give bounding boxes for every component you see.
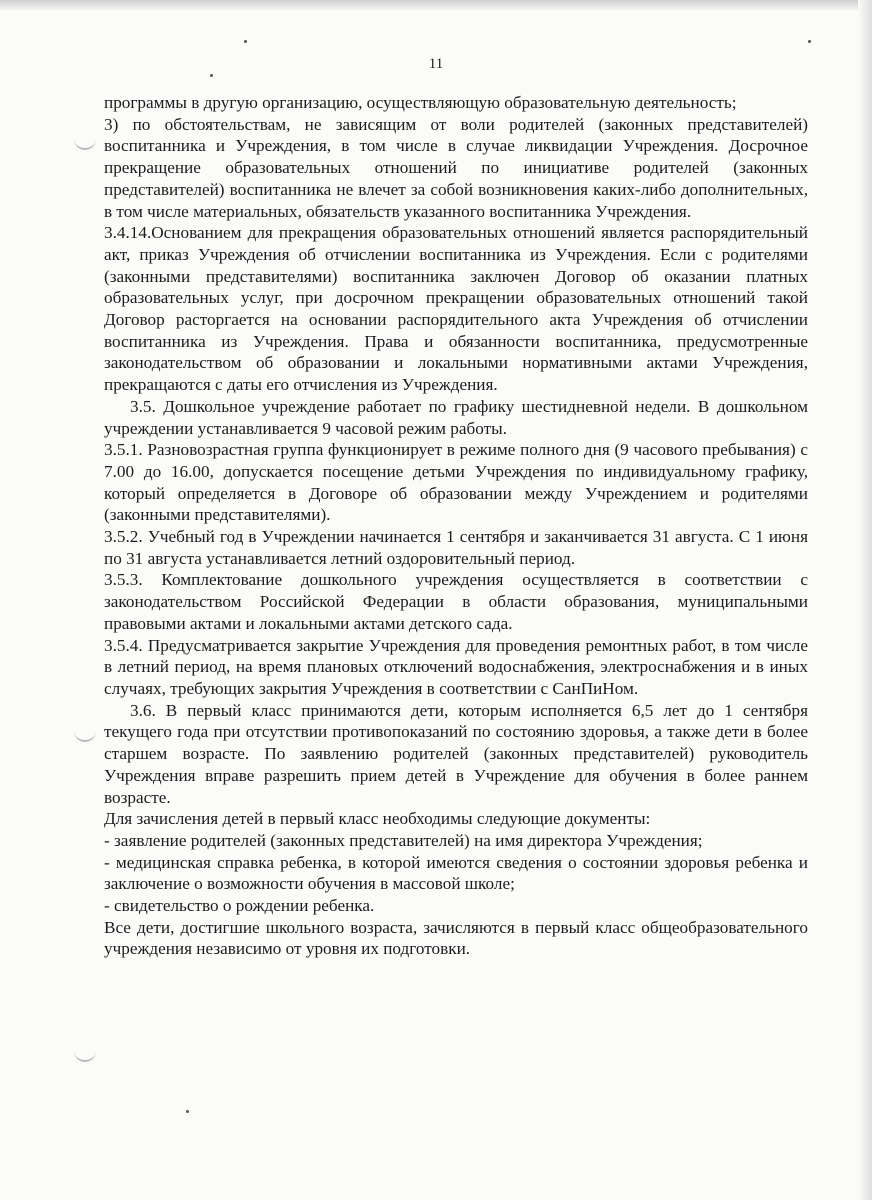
paragraph: 3.5.1. Разновозрастная группа функционирует в режиме полного дня (9 часового пребывания) с 7.00 до 16.00, допускается посещение детьми Учреждения по индивидуальному графику, который определяется в Договоре об образовании между Учреждением и родителями (законными представителями). [104, 440, 808, 525]
scan-top-edge [0, 0, 872, 10]
paragraph: 3.5.2. Учебный год в Учреждении начинается 1 сентября и заканчивается 31 августа. С 1 июня по 31 августа устанавливается летний оздоровительный период. [104, 527, 808, 568]
list-item: - заявление родителей (законных представителей) на имя директора Учреждения; [104, 830, 703, 850]
list-item: - медицинская справка ребенка, в которой имеются сведения о состоянии здоровья ребенка и заключение о возможности обучения в массовой школе; [104, 852, 808, 894]
paragraph: 3.5. Дошкольное учреждение работает по графику шестидневной недели. В дошкольном учреждении устанавливается 9 часовой режим работы. [104, 396, 808, 438]
paragraph: 3.6. В первый класс принимаются дети, которым исполняется 6,5 лет до 1 сентября текущего года при отсутствии противопоказаний по состоянию здоровья, а также дети в более старшем возрасте. По заявлению родителей (законных представителей) руководитель Учреждения вправе разрешить прием детей в Учреждение для обучения в более раннем возрасте. [104, 700, 808, 807]
paragraph: 3.5.3. Комплектование дошкольного учреждения осуществляется в соответствии с законодательством Российской Федерации в области образования, муниципальными правовыми актами и локальными актами детского сада. [104, 570, 808, 633]
punch-mark [74, 730, 96, 742]
paragraph: Для зачисления детей в первый класс необходимы следующие документы: [104, 809, 651, 829]
paragraph: Все дети, достигшие школьного возраста, зачисляются в первый класс общеобразовательного учреждения независимо от уровня их подготовки. [104, 917, 808, 959]
scan-right-edge [858, 0, 872, 1200]
list-item: - свидетельство о рождении ребенка. [104, 896, 375, 916]
scan-speck [186, 1110, 189, 1113]
page-number: 11 [428, 56, 444, 72]
paragraph: программы в другую организацию, осуществляющую образовательную деятельность; [104, 93, 737, 112]
paragraph: 3) по обстоятельствам, не зависящим от воли родителей (законных представителей) воспитанника и Учреждения, в том числе в случае ликвидации Учреждения. Досрочное прекращение образовательных отношений по инициативе родителей (законных представителей) воспитанника не влечет за собой возникновения каких-либо дополнительных, в том числе материальных, обязательств указанного воспитанника Учреждения. [104, 114, 808, 221]
document-body [104, 92, 808, 960]
paragraph: 3.4.14.Основанием для прекращения образовательных отношений является распорядительный акт, приказ Учреждения об отчислении воспитанника из Учреждения. Если с родителями (законными представителями) воспитанника заключен Договор об оказании платных образовательных услуг, при досрочном прекращении образовательных отношений такой Договор расторгается на основании распорядительного акта Учреждения об отчислении воспитанника из Учреждения. Права и обязанности воспитанника, предусмотренные законодательством об образовании и локальными нормативными актами Учреждения, прекращаются с даты его отчисления из Учреждения. [104, 223, 808, 395]
scan-speck [210, 74, 213, 77]
scan-speck [808, 40, 811, 43]
paragraph: 3.5.4. Предусматривается закрытие Учреждения для проведения ремонтных работ, в том числе в летний период, на время плановых отключений водоснабжения, электроснабжения и в иных случаях, требующих закрытия Учреждения в соответствии с СанПиНом. [104, 635, 808, 698]
punch-mark [74, 1050, 96, 1062]
punch-mark [74, 138, 96, 150]
scan-speck [244, 40, 247, 43]
